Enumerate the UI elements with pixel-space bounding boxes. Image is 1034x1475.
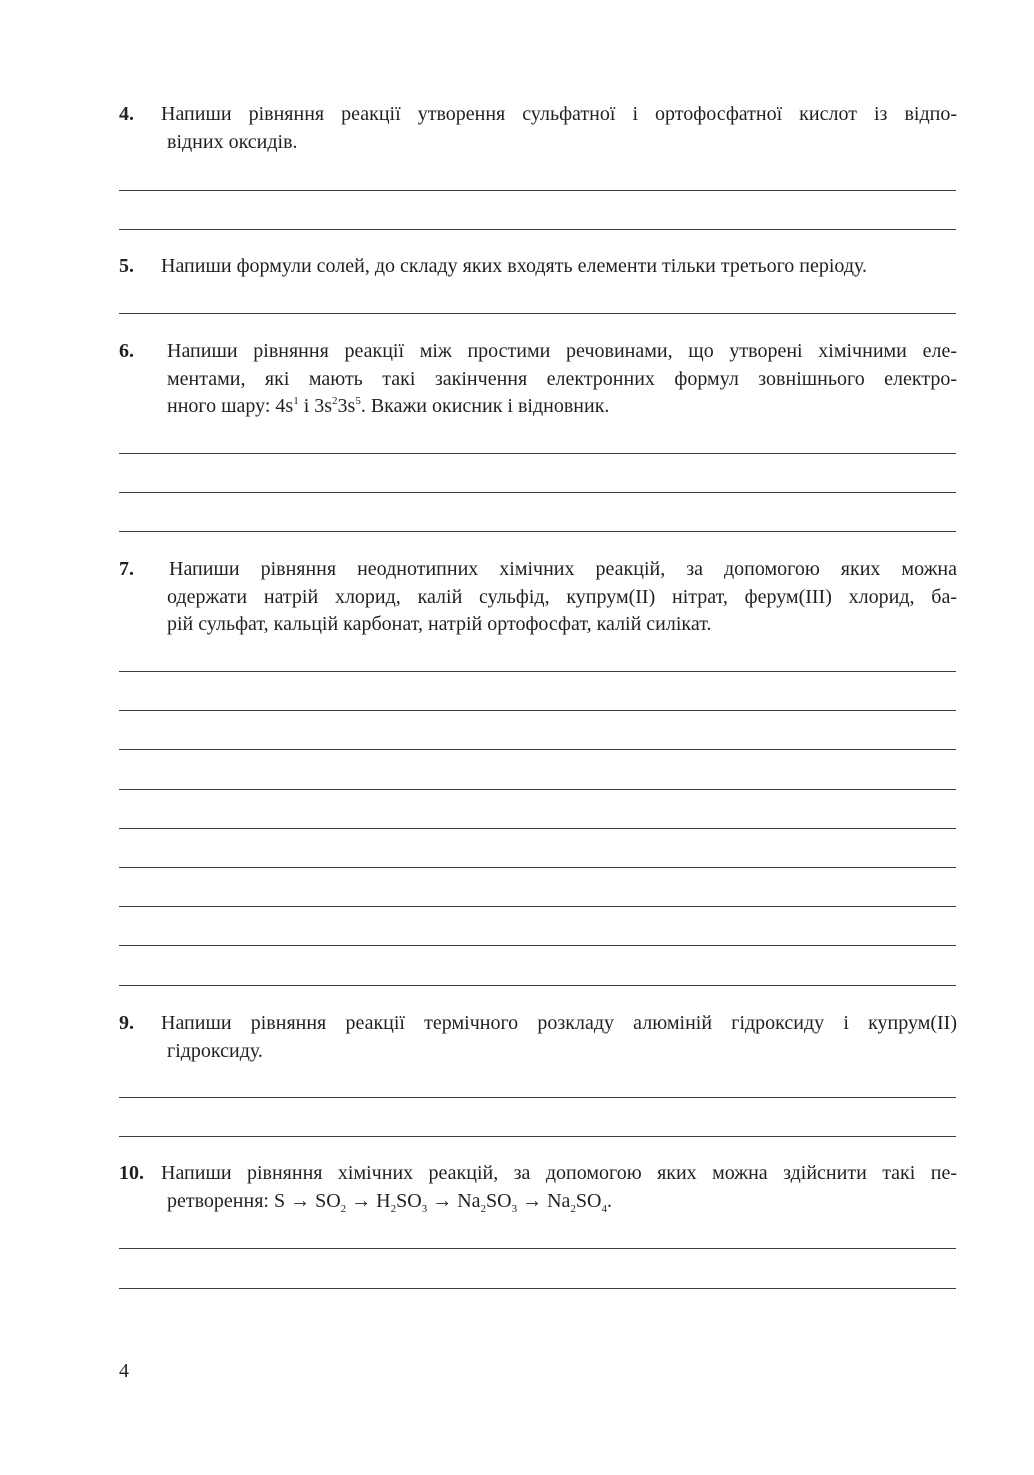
answer-line[interactable] bbox=[119, 1288, 956, 1289]
task-number: 10. bbox=[119, 1162, 144, 1184]
answer-line[interactable] bbox=[119, 985, 956, 986]
task-9 bbox=[119, 1010, 957, 1065]
answer-line[interactable] bbox=[119, 531, 956, 532]
task-text: Напиши рівняння реакції утворення сульфатної і ортофосфатної кислот із відпо- відних оксидів. bbox=[161, 103, 957, 153]
answer-line[interactable] bbox=[119, 671, 956, 672]
task-number: 6. bbox=[119, 340, 134, 362]
page-number: 4 bbox=[119, 1360, 129, 1382]
task-6 bbox=[119, 338, 957, 421]
answer-line[interactable] bbox=[119, 710, 956, 711]
answer-line[interactable] bbox=[119, 453, 956, 454]
task-4 bbox=[119, 101, 957, 156]
answer-line[interactable] bbox=[119, 1136, 956, 1137]
answer-line[interactable] bbox=[119, 190, 956, 191]
task-7 bbox=[119, 556, 957, 639]
task-text: Напиши рівняння реакції термічного розкладу алюміній гідроксиду і купрум(ІІ) гідроксиду. bbox=[161, 1012, 957, 1062]
task-number: 5. bbox=[119, 255, 134, 277]
answer-line[interactable] bbox=[119, 906, 956, 907]
task-10 bbox=[119, 1160, 957, 1215]
answer-line[interactable] bbox=[119, 313, 956, 314]
task-number: 4. bbox=[119, 103, 134, 125]
answer-line[interactable] bbox=[119, 749, 956, 750]
answer-line[interactable] bbox=[119, 229, 956, 230]
answer-line[interactable] bbox=[119, 867, 956, 868]
task-number: 9. bbox=[119, 1012, 134, 1034]
answer-line[interactable] bbox=[119, 1248, 956, 1249]
task-text: Напиши рівняння неоднотипних хімічних реакцій, за допомогою яких можна одержати натрій хлорид, калій сульфід, купрум(ІІ) нітрат, ферум(ІІІ) хлорид, ба- рій сульфат, кальцій карбонат, натрій ортофосфат, калій силікат. bbox=[167, 558, 957, 635]
answer-line[interactable] bbox=[119, 945, 956, 946]
answer-line[interactable] bbox=[119, 828, 956, 829]
task-text: Напиши рівняння хімічних реакцій, за допомогою яких можна здійснити такі пе- ретворення: $S \to SO_2 \to H_2SO_3 \to Na_2SO_3 \to Na_2SO_4$. bbox=[161, 1162, 957, 1215]
task-5 bbox=[119, 253, 957, 281]
task-text: Напиши формули солей, до складу яких входять елементи тільки третього періоду. bbox=[161, 255, 868, 277]
answer-line[interactable] bbox=[119, 789, 956, 790]
task-number: 7. bbox=[119, 558, 134, 580]
task-text: Напиши рівняння реакції між простими речовинами, що утворені хімічними еле- ментами, які мають такі закінчення електронних формул зовнішнього електро- нного шару: $4s^1$ і $3s^23s^5$. Вкажи окисник і відновник. bbox=[167, 340, 957, 417]
answer-line[interactable] bbox=[119, 1097, 956, 1098]
answer-line[interactable] bbox=[119, 492, 956, 493]
